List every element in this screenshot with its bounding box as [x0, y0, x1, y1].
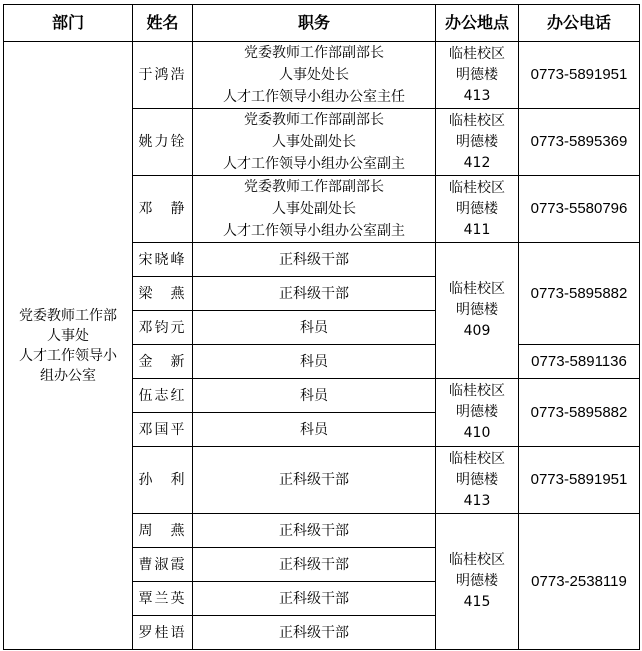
dept-line: 党委教师工作部 — [19, 307, 117, 324]
title-cell — [193, 176, 436, 243]
title-line: 党委教师工作部副部长 — [244, 179, 384, 195]
location-line: 415 — [463, 594, 491, 610]
title-cell — [193, 42, 436, 109]
header-phone: 办公电话 — [519, 5, 640, 42]
location-cell — [436, 176, 519, 243]
name-cell: 梁 燕 — [133, 277, 193, 311]
title-line: 人事处处长 — [279, 67, 349, 83]
phone-cell: 0773-5891951 — [519, 447, 640, 514]
header-location: 办公地点 — [436, 5, 519, 42]
location-line: 410 — [463, 425, 491, 441]
location-line: 临桂校区 — [449, 112, 505, 129]
name-cell: 周 燕 — [133, 514, 193, 548]
title-cell: 科员 — [193, 413, 436, 447]
location-line: 409 — [463, 323, 491, 339]
location-line: 临桂校区 — [449, 552, 505, 568]
location-line: 明德楼 — [456, 200, 498, 217]
name-cell: 宋晓峰 — [133, 243, 193, 277]
title-cell: 正科级干部 — [193, 514, 436, 548]
name-cell: 伍志红 — [133, 379, 193, 413]
title-cell: 正科级干部 — [193, 243, 436, 277]
phone-cell: 0773-5895369 — [519, 109, 640, 176]
location-line: 临桂校区 — [449, 383, 505, 399]
title-cell: 正科级干部 — [193, 616, 436, 650]
header-name: 姓名 — [133, 5, 193, 42]
location-cell — [436, 447, 519, 514]
location-cell — [436, 42, 519, 109]
location-line: 临桂校区 — [449, 179, 505, 196]
location-line: 明德楼 — [456, 66, 498, 83]
name-cell: 覃兰英 — [133, 582, 193, 616]
name-cell: 于鸿浩 — [133, 42, 193, 109]
title-line: 人才工作领导小组办公室副主 — [223, 156, 405, 172]
header-row — [4, 5, 640, 42]
header-dept: 部门 — [4, 5, 133, 42]
location-line: 明德楼 — [456, 302, 498, 318]
dept-line: 组办公室 — [40, 367, 96, 384]
title-line: 人事处副处长 — [272, 134, 356, 150]
name-cell: 罗桂语 — [133, 616, 193, 650]
table-row — [4, 42, 640, 109]
title-cell: 正科级干部 — [193, 447, 436, 514]
location-line: 411 — [463, 221, 491, 238]
location-line: 临桂校区 — [449, 45, 505, 62]
title-line: 人才工作领导小组办公室主任 — [223, 89, 405, 105]
title-cell: 正科级干部 — [193, 277, 436, 311]
location-line: 临桂校区 — [449, 281, 505, 297]
phone-cell: 0773-2538119 — [519, 514, 640, 650]
location-line: 413 — [463, 492, 491, 509]
name-cell: 邓 静 — [133, 176, 193, 243]
name-cell: 孙 利 — [133, 447, 193, 514]
title-cell: 正科级干部 — [193, 548, 436, 582]
phone-cell: 0773-5895882 — [519, 379, 640, 447]
location-line: 明德楼 — [456, 573, 498, 589]
name-cell: 金 新 — [133, 345, 193, 379]
location-line: 明德楼 — [456, 471, 498, 488]
name-cell: 曹淑霞 — [133, 548, 193, 582]
location-cell — [436, 243, 519, 379]
name-cell: 邓钧元 — [133, 311, 193, 345]
phone-cell: 0773-5895882 — [519, 243, 640, 345]
title-line: 人才工作领导小组办公室副主 — [223, 223, 405, 239]
title-line: 党委教师工作部副部长 — [244, 45, 384, 61]
title-cell: 科员 — [193, 311, 436, 345]
title-cell: 正科级干部 — [193, 582, 436, 616]
title-line: 人事处副处长 — [272, 201, 356, 217]
title-cell: 科员 — [193, 345, 436, 379]
title-cell: 科员 — [193, 379, 436, 413]
name-cell: 邓国平 — [133, 413, 193, 447]
location-cell — [436, 109, 519, 176]
location-line: 明德楼 — [456, 404, 498, 420]
contact-table — [3, 4, 640, 650]
location-cell — [436, 379, 519, 447]
title-cell — [193, 109, 436, 176]
location-line: 412 — [463, 154, 491, 171]
dept-line: 人事处 — [47, 327, 89, 344]
phone-cell: 0773-5891951 — [519, 42, 640, 109]
location-line: 413 — [463, 87, 491, 104]
name-cell: 姚力铨 — [133, 109, 193, 176]
dept-line: 人才工作领导小 — [19, 347, 117, 364]
location-cell — [436, 514, 519, 650]
location-line: 明德楼 — [456, 133, 498, 150]
phone-cell: 0773-5891136 — [519, 345, 640, 379]
header-title: 职务 — [193, 5, 436, 42]
dept-cell — [4, 42, 133, 650]
phone-cell: 0773-5580796 — [519, 176, 640, 243]
title-line: 党委教师工作部副部长 — [244, 112, 384, 128]
location-line: 临桂校区 — [449, 450, 505, 467]
